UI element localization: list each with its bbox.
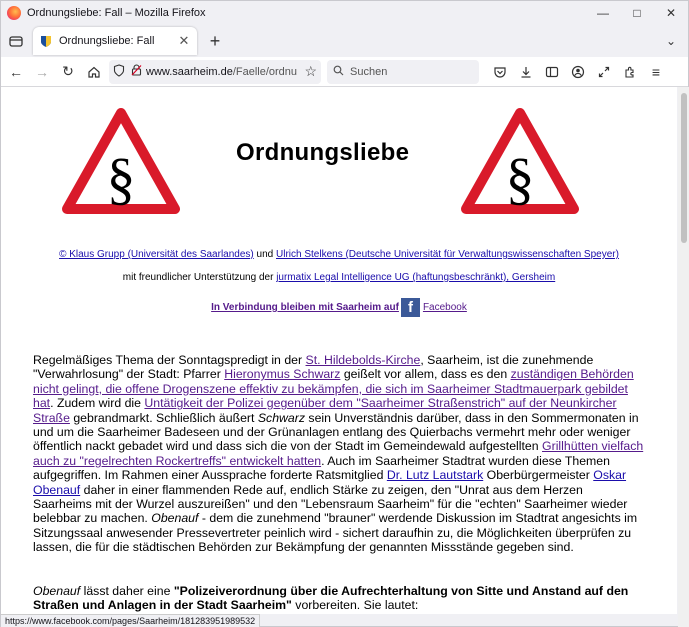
- facebook-icon[interactable]: f: [401, 298, 420, 317]
- support-text: mit freundlicher Unterstützung der: [122, 272, 277, 283]
- reader-view-icon[interactable]: [539, 59, 565, 85]
- pocket-icon[interactable]: [487, 59, 513, 85]
- social-line: [1, 298, 677, 317]
- page-content: [1, 87, 677, 614]
- window-title: Ordnungsliebe: Fall – Mozilla Firefox: [27, 7, 206, 19]
- title-bar: [1, 1, 688, 25]
- facebook-link[interactable]: Facebook: [422, 302, 467, 313]
- status-bar-url: https://www.facebook.com/pages/Saarheim/181283951989532: [1, 614, 260, 627]
- url-text[interactable]: www.saarheim.de/Faelle/ordnu: [146, 65, 298, 78]
- case-paragraph-1: Regelmäßiges Thema der Sonntagspredigt in der St. Hildebolds-Kirche, Saarheim, ist die zunehmende "Verwahrlosung" der Stadt: Pfarrer Hieronymus Schwarz geißelt vor allem, dass es den zuständigen Behörden nicht gelingt, die offene Drogenszene effektiv zu bekämpfen, die sich im Saarheimer Stadtmauerpark gebildet hat. Zudem wird die Untätigkeit der Polizei gegenüber dem "Saarheimer Straßenstrich" auf der Neunkircher Straße gebrandmarkt. Schließlich äußert Schwarz sein Unverständnis darüber, dass in den Sommermonaten in und um die Saarheimer Badeseen und der Grünanlagen entlang des Quierbachs vermehrt mehr oder weniger öffentlich nackt gebadet wird und dass sich die von der Stadt im Gemeindewald aufgestellten Grillhütten vielfach auch zu "regelrechten Rockertreffs" entwickelt hatten. Auch im Saarheimer Stadtrat wurden diese Themen aufgegriffen. Im Rahmen einer Aussprache forderte Ratsmitglied Dr. Lutz Lautstark Oberbürgermeister Oskar Obenauf daher in einer flammenden Rede auf, endlich Stärke zu zeigen, den "Unrat aus dem Herzen Saarheims mit der Wurzel auszureißen" und den "Lebensraum Saarheim" für die "echten" Saarheimer wieder belebbar zu machen. Obenauf - dem die zunehmend "brauner" werdende Diskussion im Stadtrat angesichts im Sitzungssaal anwesender Pressevertreter peinlich wird - sichert daraufhin zu, die Möglichkeiten überprüfen zu lassen, die für die städtischen Behörden zur Bekämpfung der genannten Missstände gegeben sind.: [33, 353, 644, 555]
- address-bar[interactable]: [109, 60, 321, 84]
- tab-bar: [1, 25, 688, 57]
- jurmatix-link[interactable]: jurmatix Legal Intelligence UG (haftungsbeschränkt), Gersheim: [276, 272, 556, 283]
- ordinance-title: "Polizeiverordnung über die Aufrechterhaltung von Sitte und Anstand auf den Straßen und Anlagen in der Stadt Saarheim": [33, 584, 629, 613]
- search-icon: [333, 65, 344, 79]
- bookmark-star-icon[interactable]: ☆: [304, 63, 317, 79]
- search-placeholder: Suchen: [350, 65, 388, 78]
- authors-line: [1, 249, 677, 260]
- search-box[interactable]: [327, 60, 479, 84]
- drug-scene-link[interactable]: zuständigen Behörden nicht gelingt, die offene Drogenszene effektiv zu bekämpfen, die sich im Saarheimer Stadtmauerpark gebildet hat: [33, 367, 634, 411]
- case-paragraph-2: Obenauf lässt daher eine "Polizeiverordnung über die Aufrechterhaltung von Sitte und Anstand auf den Straßen und Anlagen in der Stadt Saarheim" vorbereiten. Sie lautet:: [33, 584, 629, 613]
- extensions-icon[interactable]: [617, 59, 643, 85]
- downloads-icon[interactable]: [513, 59, 539, 85]
- insecure-lock-icon[interactable]: [131, 64, 142, 79]
- vertical-scrollbar[interactable]: [678, 87, 689, 627]
- close-window-button[interactable]: ✕: [665, 6, 677, 20]
- home-icon[interactable]: [81, 59, 107, 85]
- paragraph-warning-sign-right-icon: [460, 107, 580, 215]
- back-button[interactable]: ←: [9, 63, 23, 80]
- reload-button[interactable]: ↻: [62, 63, 74, 79]
- author-link-grupp[interactable]: © Klaus Grupp (Universität des Saarlandes): [59, 249, 254, 260]
- fullscreen-icon[interactable]: [591, 59, 617, 85]
- stay-connected-link[interactable]: In Verbindung bleiben mit Saarheim auf: [211, 302, 399, 313]
- account-icon[interactable]: [565, 59, 591, 85]
- authors-conjunction: und: [253, 249, 276, 260]
- firefox-logo-icon: [7, 6, 21, 20]
- paragraph-warning-sign-left-icon: [61, 107, 181, 215]
- church-link[interactable]: St. Hildebolds-Kirche: [305, 353, 421, 367]
- new-tab-button[interactable]: +: [209, 30, 221, 51]
- author-link-stelkens[interactable]: Ulrich Stelkens (Deutsche Universität für Verwaltungswissenschaften Speyer): [276, 249, 619, 260]
- support-line: [1, 272, 677, 283]
- tab-title: Ordnungsliebe: Fall: [59, 35, 155, 47]
- navigation-toolbar: [1, 57, 688, 87]
- minimize-button[interactable]: —: [597, 6, 609, 20]
- tracking-shield-icon[interactable]: [113, 64, 125, 80]
- site-favicon-icon: [39, 34, 53, 48]
- page-title: Ordnungsliebe: [236, 139, 410, 166]
- menu-hamburger-icon[interactable]: ≡: [651, 63, 661, 80]
- pastor-link[interactable]: Hieronymus Schwarz: [224, 367, 341, 382]
- maximize-button[interactable]: □: [633, 6, 641, 20]
- list-all-tabs-chevron-icon[interactable]: ⌄: [665, 34, 677, 48]
- mayor-link[interactable]: Oskar Obenauf: [33, 468, 627, 497]
- police-inactivity-link[interactable]: Untätigkeit der Polizei gegenüber dem "Saarheimer Straßenstrich" auf der Neunkircher Straße: [33, 396, 617, 425]
- active-tab[interactable]: [33, 27, 197, 55]
- councillor-link[interactable]: Dr. Lutz Lautstark: [386, 468, 484, 483]
- tab-overview-icon[interactable]: [5, 30, 27, 52]
- forward-button[interactable]: →: [35, 63, 49, 80]
- svg-text:§: §: [106, 146, 136, 211]
- scrollbar-thumb[interactable]: [681, 93, 687, 243]
- close-tab-icon[interactable]: ✕: [178, 33, 190, 48]
- svg-text:§: §: [505, 146, 535, 211]
- grill-huts-link[interactable]: Grillhütten vielfach auch zu "regelrechten Rockertreffs" entwickelt hatten: [33, 439, 644, 468]
